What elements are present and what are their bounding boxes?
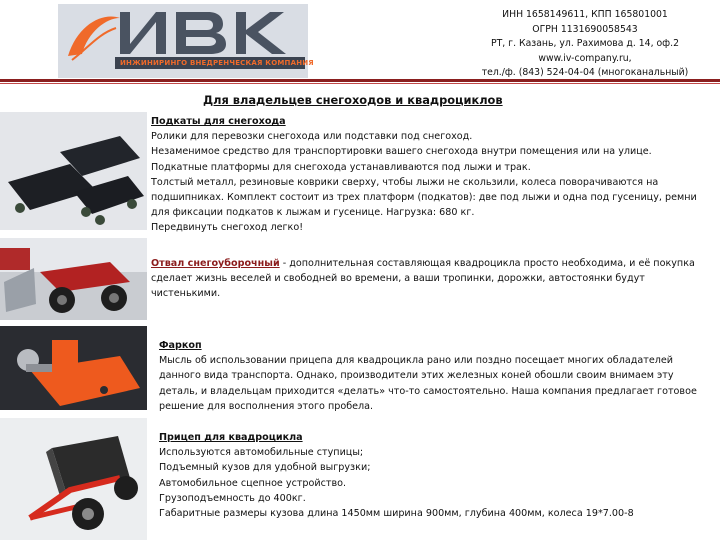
section-line: Используются автомобильные ступицы; <box>159 447 364 459</box>
section-line: Ролики для перевозки снегохода или подставки под снегоход. <box>151 131 473 143</box>
contact-inn: ИНН 1658149611, КПП 165801001 <box>502 9 668 20</box>
section-line: Габаритные размеры кузова длина 1450мм ширина 900мм, глубина 400мм, колеса 19*7.00-8 <box>159 508 634 520</box>
contact-ogrn: ОГРН 1131690058543 <box>532 23 638 35</box>
section-lead-text: - дополнительная составляющая квадроцикла просто необходима, и её покупка <box>279 258 695 269</box>
company-name: ИНЖИНИРИНГО ВНЕДРЕНЧЕСКАЯ КОМПАНИЯ <box>120 59 314 67</box>
section-line: Мысль об использовании прицепа для квадроцикла рано или поздно посещает многих обладателей <box>159 355 673 367</box>
section-line: подшипниках. Комплект состоит из трех платформ (подкатов): две под лыжи и одна под гусеницу, ремни <box>151 192 697 204</box>
section-line: Незаменимое средство для транспортировки вашего снегохода внутри помещения или на улице. <box>151 146 652 158</box>
page-title: Для владельцев снегоходов и квадроциклов <box>203 93 503 107</box>
section-line: решение для восполнения этого пробела. <box>159 400 374 412</box>
section-line: данного вида транспорта. Однако, производители этих железных коней обошли своим внимаем эту <box>159 370 674 382</box>
section-line: сделает жизнь веселей и свободней во времени, а ваши тропинки, дорожки, автостоянки будут <box>151 273 645 285</box>
section-line: деталь, и владельцам приходится «делать» что-то самостоятельно. Наша компания предлагает готовое <box>159 385 697 397</box>
section-line: Подъемный кузов для удобной выгрузки; <box>159 462 371 474</box>
section-heading: Прицеп для квадроцикла <box>159 432 303 443</box>
section-heading: Подкаты для снегохода <box>151 116 286 127</box>
atv-snow-plow-photo <box>0 238 147 320</box>
section-atv-trailer <box>159 430 715 521</box>
section-line: Грузоподъемность до 400кг. <box>159 492 306 504</box>
section-line: для фиксации подкатов к лыжам и гусенице. Нагрузка: 680 кг. <box>151 207 475 219</box>
contact-phone: тел./ф. (843) 524-04-04 (многоканальный) <box>481 67 689 78</box>
section-line: Подкатные платформы для снегохода устанавливаются под лыжи и трак. <box>151 161 531 173</box>
atv-trailer-photo <box>0 418 147 540</box>
page-header <box>0 0 720 82</box>
tow-hitch-photo <box>0 326 147 410</box>
contact-address: РТ, г. Казань, ул. Рахимова д. 14, оф.2 <box>490 38 680 49</box>
section-line: чистенькими. <box>151 288 221 300</box>
section-line: Передвинуть снегоход легко! <box>151 222 304 234</box>
contact-block <box>455 8 715 81</box>
section-line: Толстый металл, резиновые коврики сверху, чтобы лыжи не скользили, колеса поворачиваются на <box>151 176 659 188</box>
snowmobile-dollies-photo <box>0 112 147 230</box>
section-line: Автомобильное сцепное устройство. <box>159 477 347 489</box>
section-heading: Фаркоп <box>159 340 202 351</box>
section-tow-hitch <box>159 338 715 414</box>
header-divider <box>0 79 720 82</box>
section-snowmobile-dollies <box>151 114 716 236</box>
section-snow-plow <box>151 256 716 302</box>
header-divider-thin <box>0 83 720 84</box>
section-heading: Отвал снегоуборочный <box>151 258 280 269</box>
contact-website[interactable]: www.iv-company.ru, <box>538 52 632 64</box>
